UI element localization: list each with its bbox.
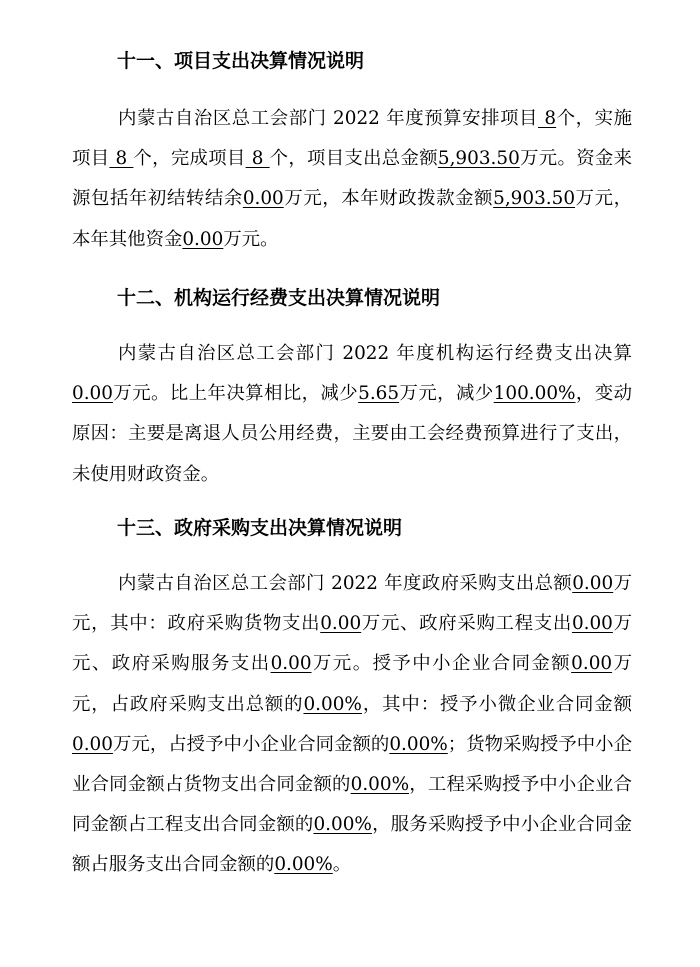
text: 万元、政府采购服务支出 [72, 613, 632, 675]
section-13-paragraph [72, 564, 632, 886]
section-11-heading: 十一、项目支出决算情况说明 [117, 50, 365, 72]
text: 万元。 [223, 228, 279, 250]
service-procurement: 0.00 [270, 653, 312, 675]
text: 个，实施项目 [72, 108, 632, 170]
carryover-balance: 0.00 [242, 188, 284, 210]
text: 万元，减少 [399, 383, 494, 405]
section-11-paragraph [72, 99, 632, 260]
text: 万元、政府采购工程支出 [361, 613, 572, 635]
other-funds-amount: 0.00 [182, 228, 224, 250]
text: 内蒙古自治区总工会部门 2022 年度预算安排项目 [118, 108, 538, 129]
operating-expense-amount: 0.00 [72, 383, 113, 405]
planned-project-count: 8 [538, 108, 557, 129]
micro-enterprise-amount: 0.00 [72, 733, 113, 755]
text: 万元，占政府采购支出总额的 [72, 653, 632, 715]
procurement-total: 0.00 [572, 573, 614, 594]
goods-procurement: 0.00 [320, 613, 362, 635]
text: 万元。比上年决算相比，减少 [112, 383, 359, 405]
goods-sme-share: 0.00% [350, 774, 410, 796]
decrease-percent: 100.00% [493, 383, 576, 405]
sme-contract-amount: 0.00 [571, 653, 613, 675]
text: 万元，其中：政府采购货物支出 [72, 573, 632, 635]
completed-project-count: 8 [245, 148, 270, 170]
text: 万元，占授予中小企业合同金额的 [112, 733, 390, 755]
decrease-amount: 5.65 [358, 383, 400, 405]
text: ，工程采购授予中小企业合同金额占工程支出合同金额的 [72, 774, 632, 836]
section-12-paragraph [72, 334, 632, 495]
text: 。 [332, 854, 352, 876]
text: 万元，本年其他资金 [72, 188, 632, 250]
engineering-procurement: 0.00 [571, 613, 613, 635]
text: 万元，本年财政拨款金额 [283, 188, 494, 210]
text: 个，项目支出总金额 [269, 148, 438, 170]
text: ，变动原因：主要是离退人员公用经费，主要由工会经费预算进行了支出，未使用财政资金。 [72, 383, 632, 485]
implemented-project-count: 8 [109, 148, 134, 170]
section-12-heading: 十二、机构运行经费支出决算情况说明 [117, 287, 441, 309]
section-13-heading: 十三、政府采购支出决算情况说明 [117, 517, 403, 539]
text: ，服务采购授予中小企业合同金额占服务支出合同金额的 [72, 814, 632, 876]
engineering-sme-share: 0.00% [313, 814, 372, 836]
fiscal-appropriation-amount: 5,903.50 [493, 188, 576, 210]
text: 个，完成项目 [133, 148, 246, 170]
text: ；货物采购授予中小企业合同金额占货物支出合同金额的 [72, 733, 632, 796]
micro-share-of-sme: 0.00% [389, 733, 448, 755]
text: ，其中：授予小微企业合同金额 [361, 693, 632, 715]
text: 万元。授予中小企业合同金额 [311, 653, 572, 675]
sme-share-of-total: 0.00% [303, 693, 362, 715]
text: 内蒙古自治区总工会部门 2022 年度政府采购支出总额 [118, 573, 573, 594]
text: 万元。资金来源包括年初结转结余 [72, 148, 632, 210]
text: 内蒙古自治区总工会部门 2022 年度机构运行经费支出决算 [118, 343, 632, 364]
service-sme-share: 0.00% [274, 854, 333, 876]
project-total-amount: 5,903.50 [437, 148, 520, 170]
